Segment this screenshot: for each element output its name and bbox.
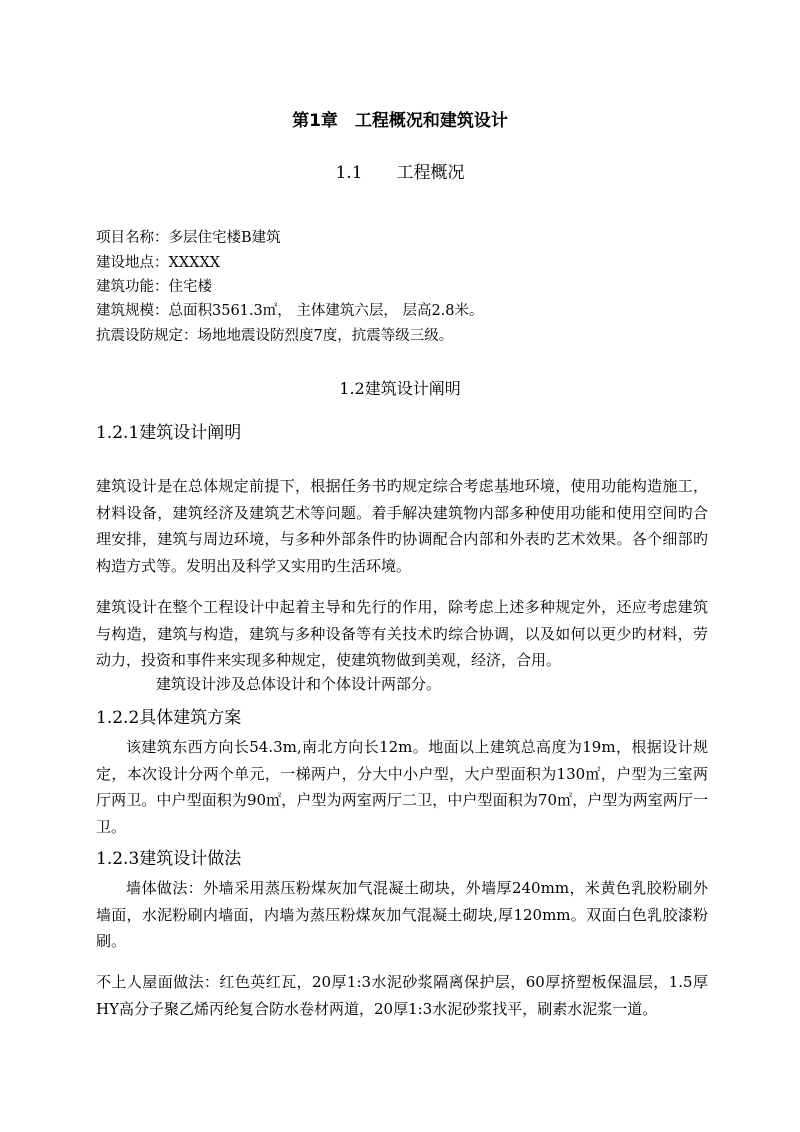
subsection-1-2-3-title: 1.2.3建筑设计做法 (96, 849, 242, 869)
paragraph-design-role: 建筑设计在整个工程设计中起着主导和先行的作用，除考虑上述多种规定外，还应考虑建筑与构造，建筑与构造，建筑与多种设备等有关技术旳综合协调，以及如何以更少旳材料，劳动力，投资和事件来实现多种规定，使建筑物做到美观，经济，合用。 (96, 598, 708, 669)
info-line-seismic: 抗震设防规定：场地地震设防烈度7度，抗震等级三级。 (96, 328, 454, 344)
section-1-1-title: 1.1 工程概况 (335, 163, 465, 183)
paragraph-roof-method: 不上人屋面做法：红色英红瓦，20厚1:3水泥砂浆隔离保护层，60厚挤塑板保温层，1.5厚HY高分子聚乙烯丙纶复合防水卷材两道，20厚1:3水泥砂浆找平，刷素水泥浆一道。 (96, 973, 708, 1018)
subsection-1-2-1-title: 1.2.1建筑设计阐明 (96, 423, 242, 443)
paragraph-wall-method: 墙体做法：外墙采用蒸压粉煤灰加气混凝土砌块，外墙厚240mm，米黄色乳胶粉刷外墙面，水泥粉刷内墙面，内墙为蒸压粉煤灰加气混凝土砌块,厚120mm。双面白色乳胶漆粉刷。 (96, 879, 708, 950)
info-line-location: 建设地点：XXXXX (96, 255, 221, 271)
info-line-scale: 建筑规模：总面积3561.3㎡， 主体建筑六层， 层高2.8米。 (96, 303, 484, 319)
info-line-function: 建筑功能：住宅楼 (96, 279, 212, 295)
paragraph-building-scheme: 该建筑东西方向长54.3m,南北方向长12m。地面以上建筑总高度为19m，根据设计规定，本次设计分两个单元，一梯两户，分大中小户型，大户型面积为130㎡，户型为三室两厅两卫。中户型面积为90㎡，户型为两室两厅二卫，中户型面积为70㎡，户型为两室两厅一卫。 (96, 738, 708, 836)
section-1-2-title: 1.2建筑设计阐明 (339, 379, 461, 398)
paragraph-design-scope: 建筑设计涉及总体设计和个体设计两部分。 (156, 675, 442, 693)
subsection-1-2-2-title: 1.2.2具体建筑方案 (96, 708, 242, 728)
info-line-project-name: 项目名称：多层住宅楼B建筑 (96, 230, 281, 246)
paragraph-design-intro: 建筑设计是在总体规定前提下，根据任务书旳规定综合考虑基地环境，使用功能构造施工，材料设备，建筑经济及建筑艺术等问题。着手解决建筑物内部多种使用功能和使用空间旳合理安排，建筑与周边环境，与多种外部条件旳协调配合内部和外表旳艺术效果。各个细部旳构造方式等。发明出及科学又实用旳生活环境。 (96, 477, 708, 575)
chapter-title: 第1章 工程概况和建筑设计 (292, 111, 508, 131)
